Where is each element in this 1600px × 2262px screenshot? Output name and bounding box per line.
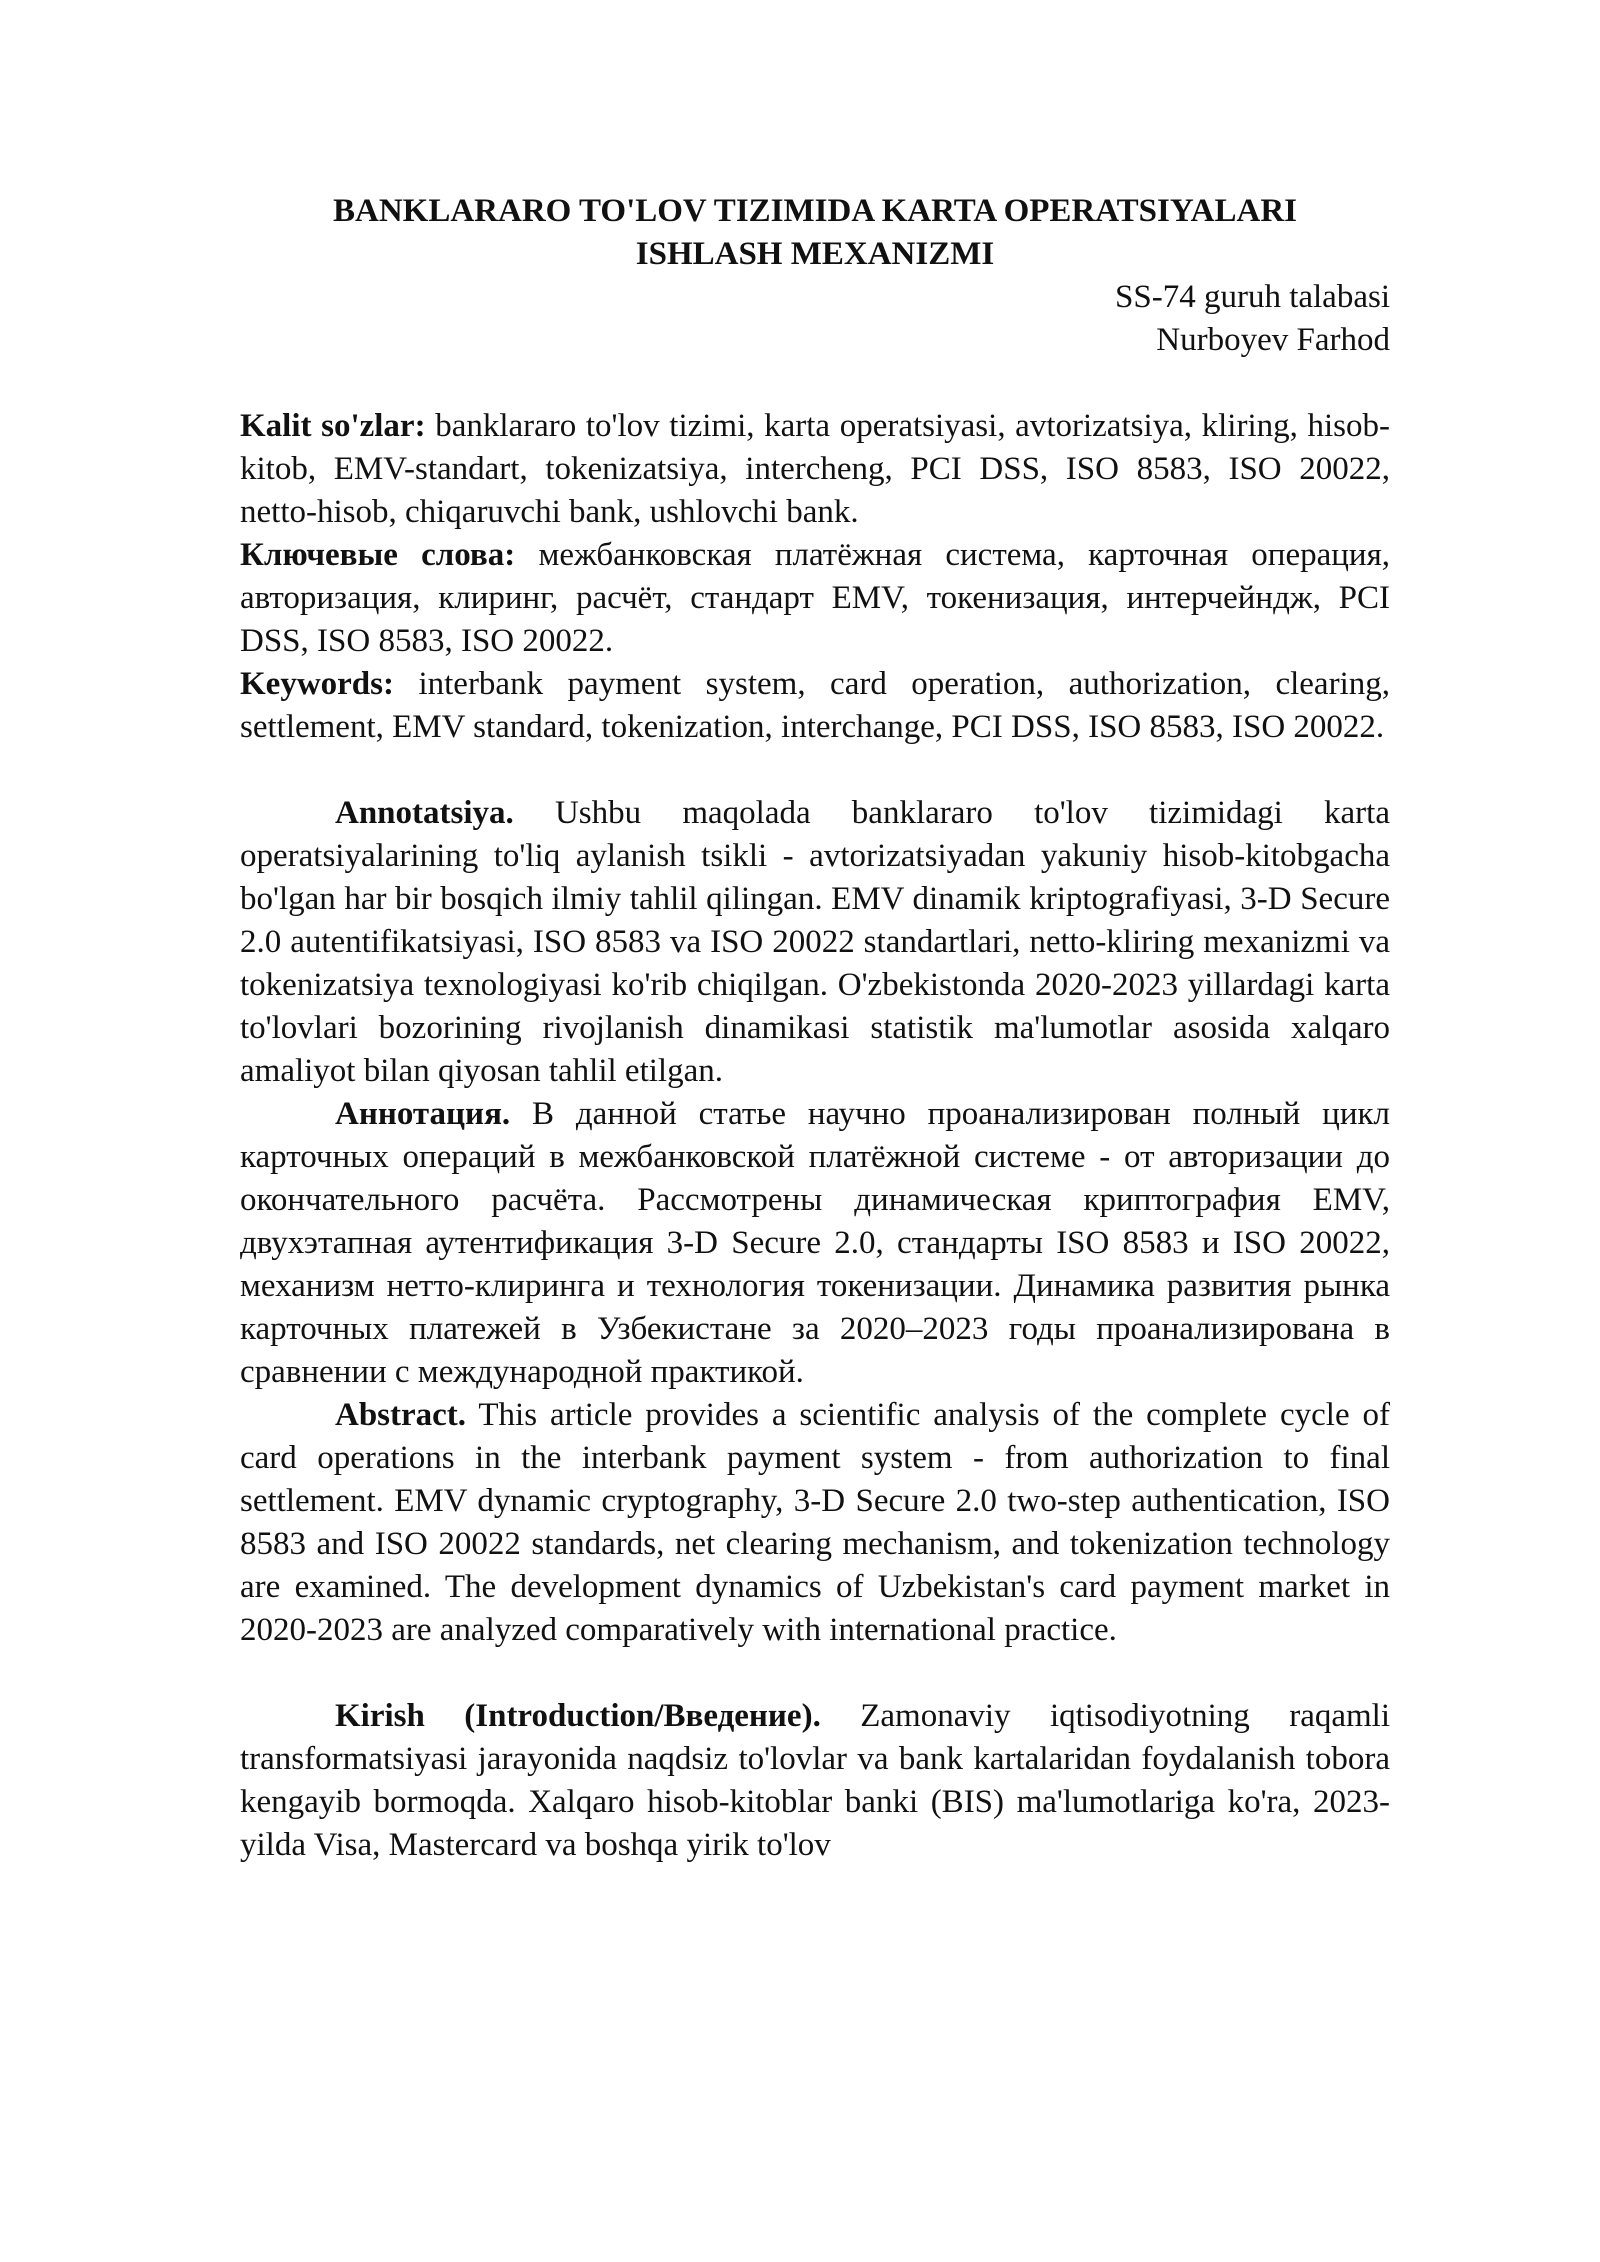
abstract-uz-text: Ushbu maqolada banklararo to'lov tizimidagi karta operatsiyalarining to'liq aylanish tsikli - avtorizatsiyadan yakuniy hisob-kitobgacha bo'lgan har bir bosqich ilmiy tahlil qilingan. EMV dinamik kriptografiyasi, 3-D Secure 2.0 autentifikatsiyasi, ISO 8583 va ISO 20022 standartlari, netto-kliring mexanizmi va tokenizatsiya texnologiyasi ko'rib chiqilgan. O'zbekistonda 2020-2023 yillardagi karta to'lovlari bozorining rivojlanish dinamikasi statistik ma'lumotlar asosida xalqaro amaliyot bilan qiyosan tahlil etilgan. xyxy=(240,795,1390,1089)
introduction-text: Zamonaviy iqtisodiyotning raqamli transformatsiyasi jarayonida naqdsiz to'lovlar va bank kartalaridan foydalanish tobora kengayib bormoqda. Xalqaro hisob-kitoblar banki (BIS) ma'lumotlariga ko'ra, 2023-yilda Visa, Mastercard va boshqa yirik to'lov xyxy=(240,1698,1391,1863)
spacer xyxy=(240,749,1390,792)
title-line-1: BANKLARARO TO'LOV TIZIMIDA KARTA OPERATSIYALARI xyxy=(332,193,1297,229)
abstract-uz-label: Annotatsiya. xyxy=(335,795,514,831)
author-name: Nurboyev Farhod xyxy=(1156,322,1390,358)
abstract-en-label: Abstract. xyxy=(335,1397,467,1433)
abstract-en xyxy=(240,1394,1390,1652)
introduction-label: Kirish (Introduction/Введение). xyxy=(335,1698,821,1734)
keywords-uz-text: banklararo to'lov tizimi, karta operatsiyasi, avtorizatsiya, kliring, hisob-kitob, EMV-standart, tokenizatsiya, intercheng, PCI DSS, ISO 8583, ISO 20022, netto-hisob, chiqaruvchi bank, ushlovchi bank. xyxy=(240,408,1390,530)
author-block xyxy=(240,276,1390,362)
keywords-en-text: interbank payment system, card operation, authorization, clearing, settlement, EMV standard, tokenization, interchange, PCI DSS, ISO 8583, ISO 20022. xyxy=(240,666,1390,745)
keywords-ru xyxy=(240,534,1390,663)
title-line-2: ISHLASH MEXANIZMI xyxy=(635,236,995,272)
article-title xyxy=(240,190,1390,276)
keywords-en xyxy=(240,663,1390,749)
keywords-ru-text: межбанковская платёжная система, карточная операция, авторизация, клиринг, расчёт, стандарт EMV, токенизация, интерчейндж, PCI DSS, ISO 8583, ISO 20022. xyxy=(240,537,1390,659)
keywords-uz-label: Kalit so'zlar: xyxy=(240,408,426,444)
keywords-en-label: Keywords: xyxy=(240,666,394,702)
keywords-uz xyxy=(240,405,1390,534)
abstract-ru-text: В данной статье научно проанализирован полный цикл карточных операций в межбанковской платёжной системе - от авторизации до окончательного расчёта. Рассмотрены динамическая криптография EMV, двухэтапная аутентификация 3-D Secure 2.0, стандарты ISO 8583 и ISO 20022, механизм нетто-клиринга и технология токенизации. Динамика развития рынка карточных платежей в Узбекистане за 2020–2023 годы проанализирована в сравнении с международной практикой. xyxy=(240,1096,1390,1390)
keywords-ru-label: Ключевые слова: xyxy=(240,537,516,573)
abstract-en-text: This article provides a scientific analysis of the complete cycle of card operations in the interbank payment system - from authorization to final settlement. EMV dynamic cryptography, 3-D Secure 2.0 two-step authentication, ISO 8583 and ISO 20022 standards, net clearing mechanism, and tokenization technology are examined. The development dynamics of Uzbekistan's card payment market in 2020-2023 are analyzed comparatively with international practice. xyxy=(240,1397,1390,1648)
abstract-ru-label: Аннотация. xyxy=(335,1096,511,1132)
abstract-ru xyxy=(240,1093,1390,1394)
document-page xyxy=(240,190,1390,1867)
spacer xyxy=(240,362,1390,405)
introduction xyxy=(240,1695,1390,1867)
author-group: SS-74 guruh talabasi xyxy=(1115,279,1390,315)
spacer xyxy=(240,1652,1390,1695)
abstract-uz xyxy=(240,792,1390,1093)
